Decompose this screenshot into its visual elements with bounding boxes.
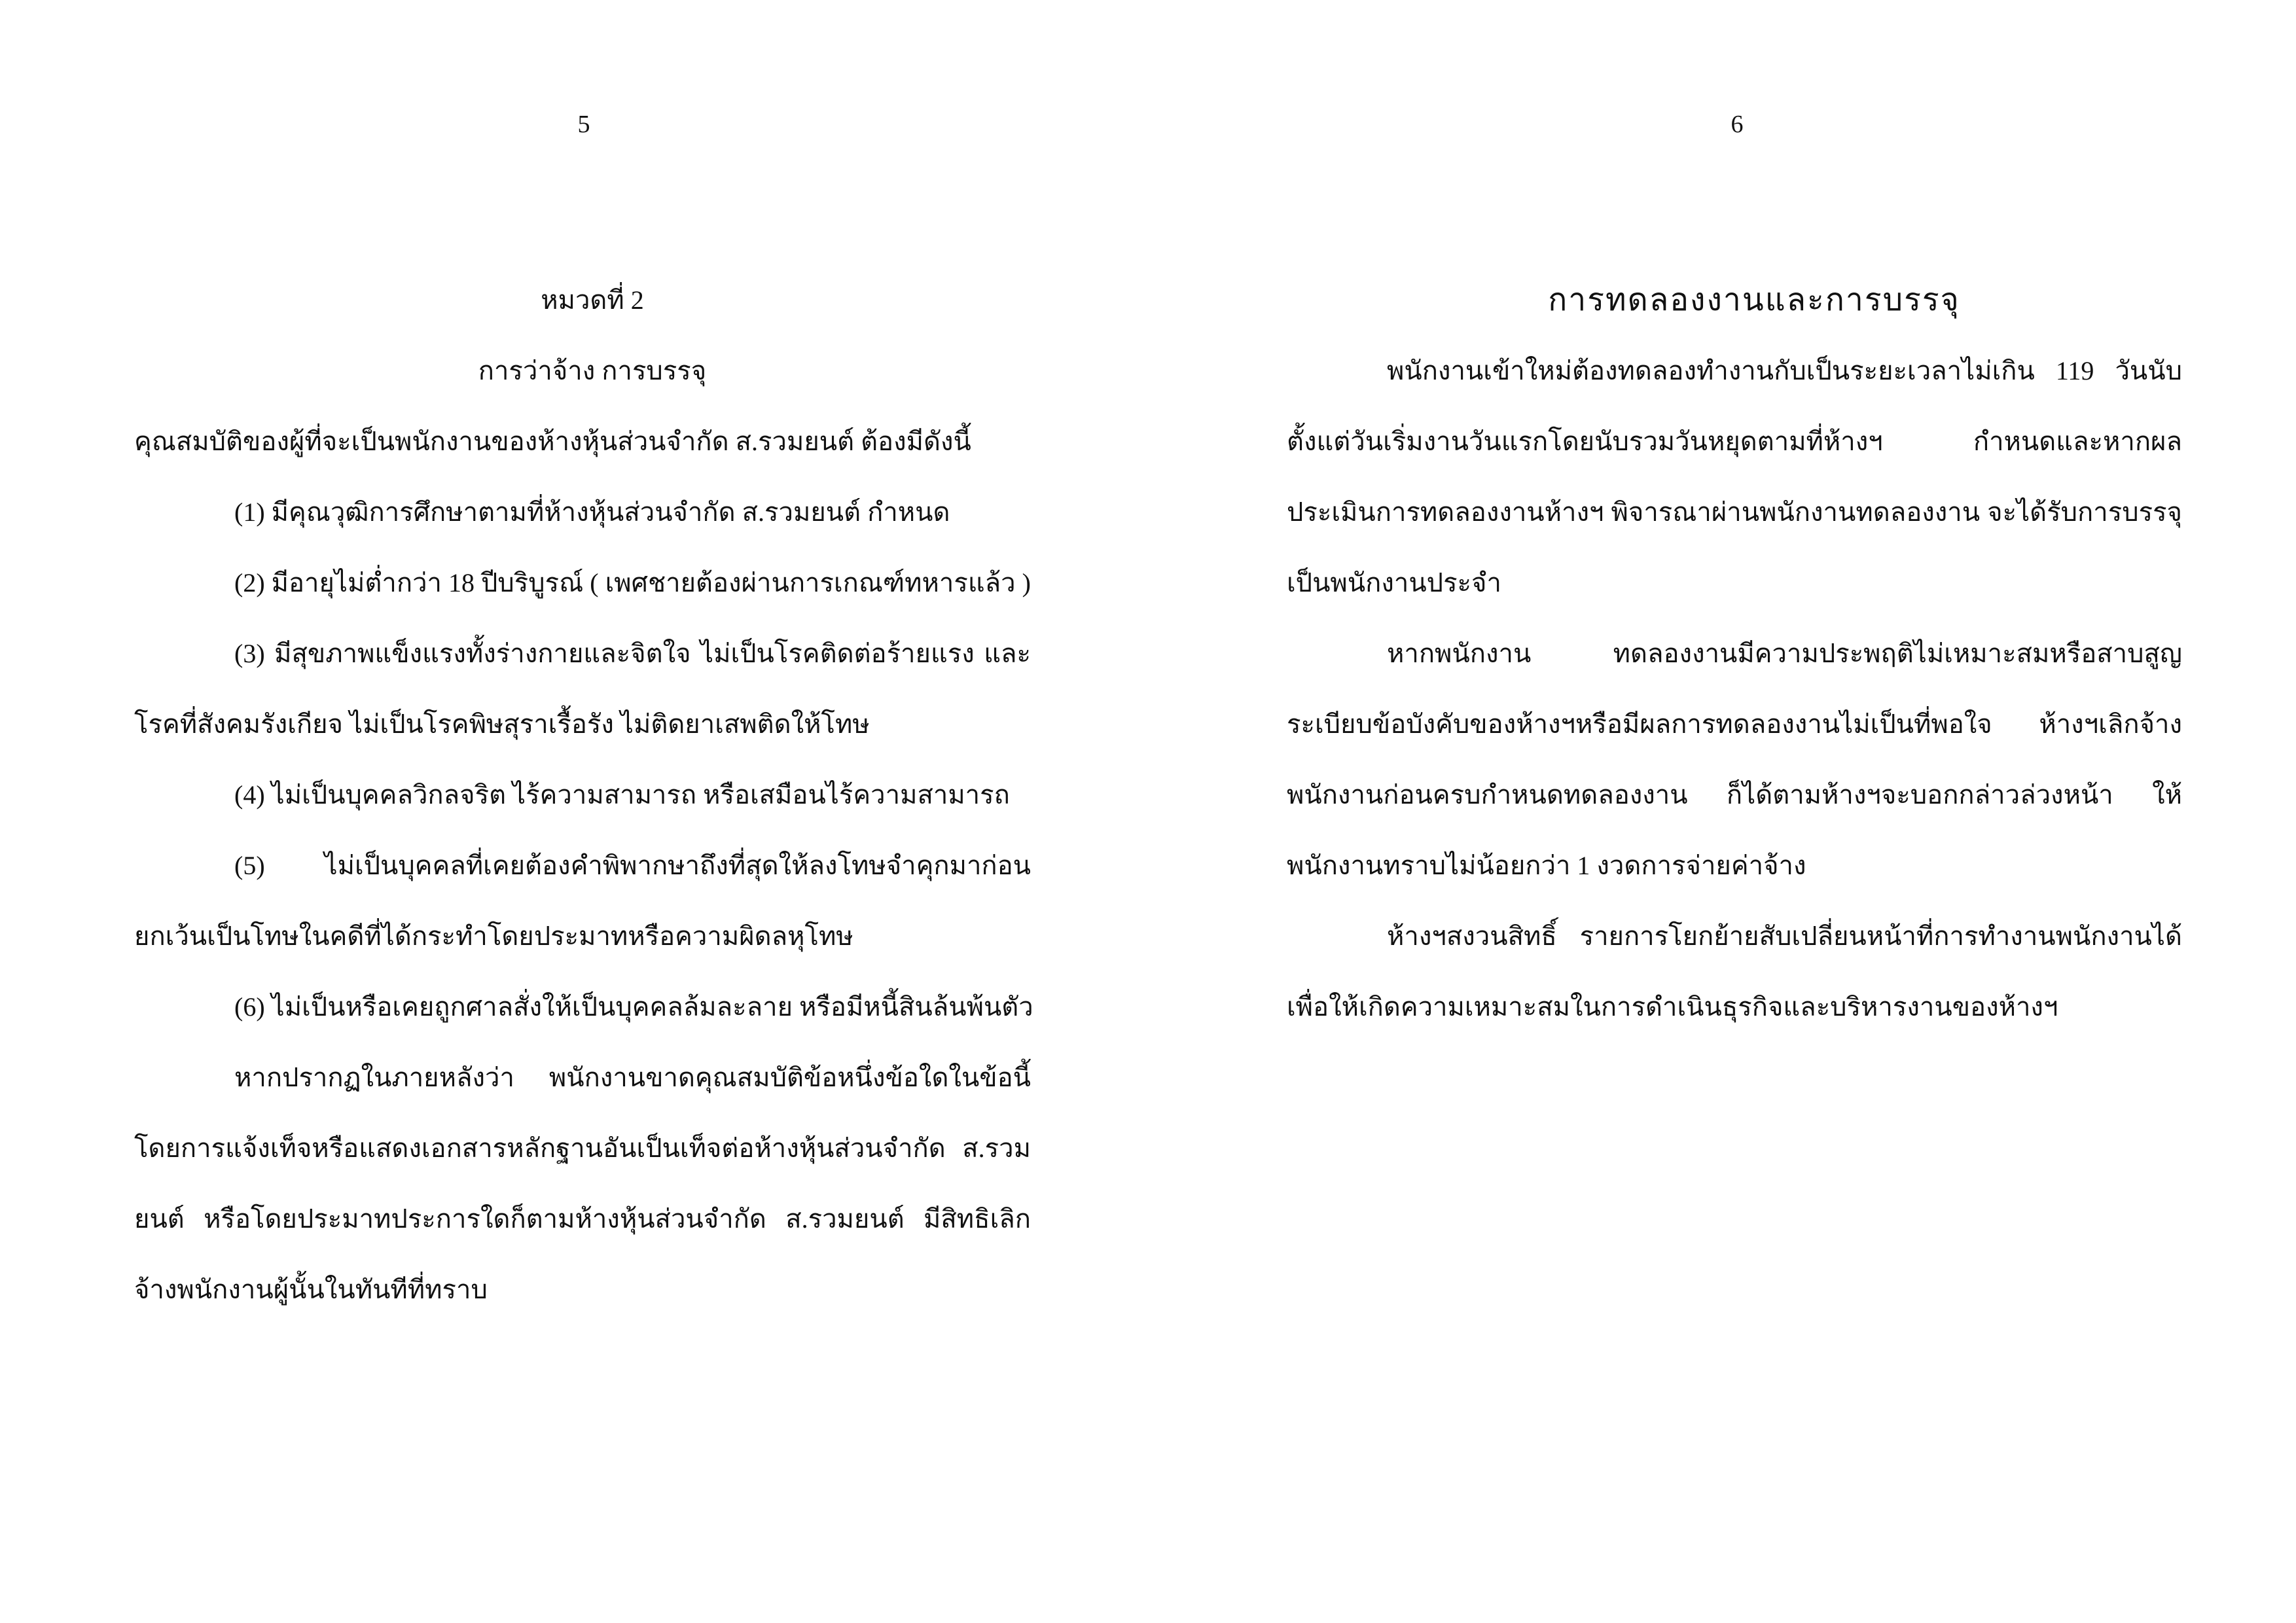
right-page-body	[1287, 265, 2182, 1043]
qualification-item-6: (6) ไม่เป็นหรือเคยถูกศาลสั่งให้เป็นบุคคลล้มละลาย หรือมีหนี้สินล้นพ้นตัว	[234, 992, 1033, 1022]
qualification-item-1: (1) มีคุณวุฒิการศึกษาตามที่ห้างหุ้นส่วนจำกัด ส.รวมยนต์ กำหนด	[234, 497, 950, 527]
qualifications-intro: คุณสมบัติของผู้ที่จะเป็นพนักงานของห้างหุ้นส่วนจำกัด ส.รวมยนต์ ต้องมีดังนี้	[134, 427, 971, 456]
page-number: 5	[577, 111, 590, 138]
qualification-item-2: (2) มีอายุไม่ต่ำกว่า 18 ปีบริบูรณ์ ( เพศชายต้องผ่านการเกณฑ์ทหารแล้ว )	[234, 568, 1031, 597]
right-page	[1148, 0, 2296, 1623]
probation-paragraph: พนักงานเข้าใหม่ต้องทดลองทำงานกับเป็นระยะเวลาไม่เกิน 119 วันนับตั้งแต่วันเริ่มงานวันแรกโดยนับรวมวันหยุดตามที่ห้างฯ กำหนดและหากผลประเมินการทดลองงานห้างฯ พิจารณาผ่านพนักงานทดลองงาน จะได้รับการบรรจุเป็นพนักงานประจำ	[1287, 356, 2182, 597]
qualification-item-3: (3) มีสุขภาพแข็งแรงทั้งร่างกายและจิตใจ ไม่เป็นโรคติดต่อร้ายแรง และโรคที่สังคมรังเกียจ ไม่เป็นโรคพิษสุราเรื้อรัง ไม่ติดยาเสพติดให้โทษ	[134, 639, 1031, 739]
closing-paragraph: หากปรากฏในภายหลังว่า พนักงานขาดคุณสมบัติข้อหนึ่งข้อใดในข้อนี้ โดยการแจ้งเท็จหรือแสดงเอกสารหลักฐานอันเป็นเท็จต่อห้างหุ้นส่วนจำกัด ส.รวมยนต์ หรือโดยประมาทประการใดก็ตามห้างหุ้นส่วนจำกัด ส.รวมยนต์ มีสิทธิเลิกจ้างพนักงานผู้นั้นในทันทีที่ทราบ	[134, 1063, 1031, 1304]
chapter-title: การว่าจ้าง การบรรจุ	[478, 356, 707, 385]
section-title: การทดลองงานและการบรรจุ	[1548, 283, 1960, 317]
left-page-body	[134, 265, 1031, 1325]
qualification-item-5: (5) ไม่เป็นบุคคลที่เคยต้องคำพิพากษาถึงที่สุดให้ลงโทษจำคุกมาก่อน ยกเว้นเป็นโทษในคดีที่ได้กระทำโดยประมาทหรือความผิดลหุโทษ	[134, 851, 1031, 951]
termination-paragraph: หากพนักงาน ทดลองงานมีความประพฤติไม่เหมาะสมหรือสาบสูญระเบียบข้อบังคับของห้างฯหรือมีผลการทดลองงานไม่เป็นที่พอใจ ห้างฯเลิกจ้างพนักงานก่อนครบกำหนดทดลองงาน ก็ได้ตามห้างฯจะบอกกล่าวล่วงหน้า ให้พนักงานทราบไม่น้อยกว่า 1 งวดการจ่ายค่าจ้าง	[1287, 639, 2182, 880]
chapter-number: หมวดที่ 2	[541, 285, 644, 315]
qualification-item-4: (4) ไม่เป็นบุคคลวิกลจริต ไร้ความสามารถ หรือเสมือนไร้ความสามารถ	[234, 780, 1010, 810]
transfer-rights-paragraph: ห้างฯสงวนสิทธิ์ รายการโยกย้ายสับเปลี่ยนหน้าที่การทำงานพนักงานได้เพื่อให้เกิดความเหมาะสมในการดำเนินธุรกิจและบริหารงานของห้างฯ	[1287, 921, 2182, 1022]
page-number: 6	[1731, 111, 1744, 138]
